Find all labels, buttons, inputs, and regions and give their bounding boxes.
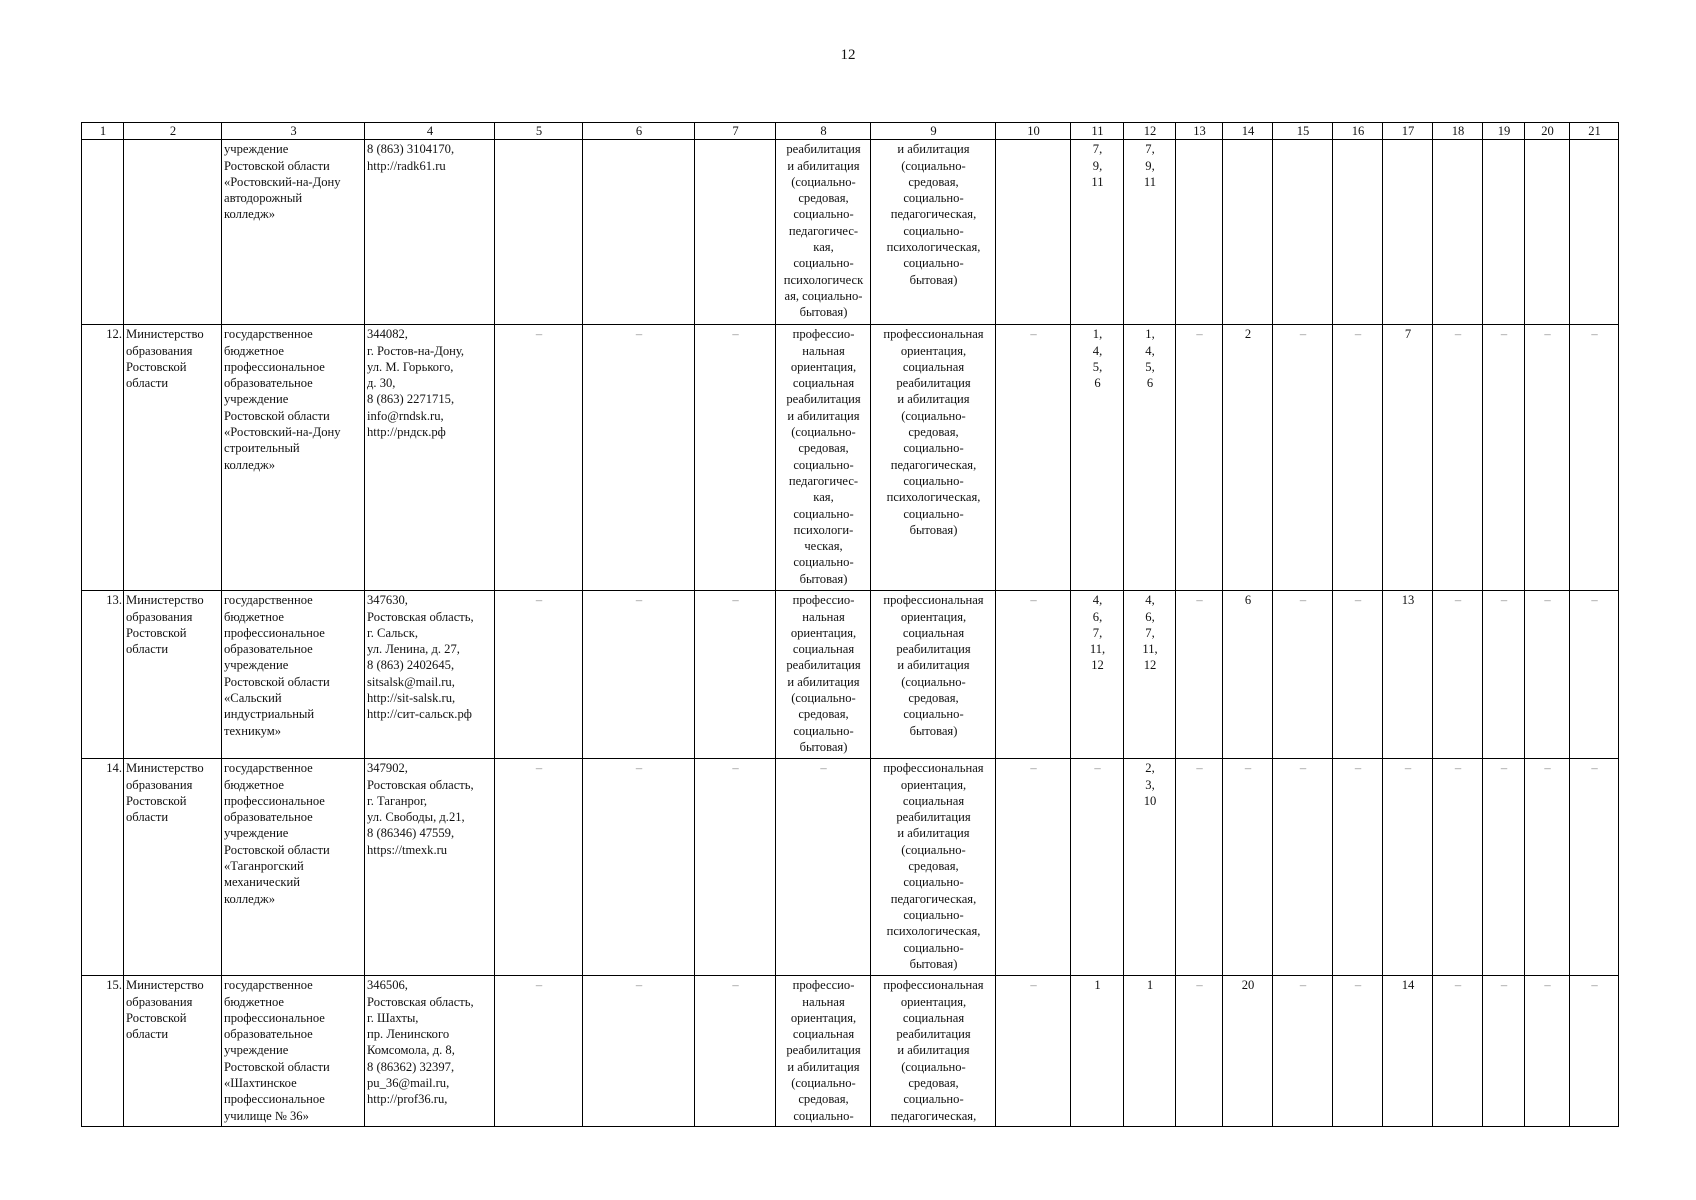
table-cell [1570,591,1619,759]
cell-text: – [732,761,739,776]
table-cell [1570,759,1619,976]
cell-text: профессиональная ориентация, социальная реабилитация и абилитация (социально- средовая, социально- педагогическая, социально- психологическая, социально- бытовая) [883,761,984,971]
cell-text: профессио- нальная ориентация, социальная реабилитация и абилитация (социально- средовая, социально- [786,978,861,1123]
table-cell [1570,325,1619,591]
column-header: 16 [1333,123,1383,140]
table-cell [222,976,365,1127]
table-cell [1071,591,1124,759]
table-cell [1433,976,1483,1127]
cell-text: 2 [1244,327,1252,342]
cell-text: – [1030,593,1037,608]
table-cell [1433,759,1483,976]
table-cell [222,591,365,759]
table-cell [996,976,1071,1127]
cell-text: – [732,327,739,342]
table-cell [495,325,583,591]
services-table [81,122,1619,1127]
table-cell [82,976,124,1127]
table-cell [495,591,583,759]
table-cell [1525,140,1570,325]
table-cell [1333,140,1383,325]
cell-text: профессио- нальная ориентация, социальная реабилитация и абилитация (социально- средовая, социально- бытовая) [786,593,861,754]
table-cell [1124,976,1176,1127]
cell-text: – [1196,593,1203,608]
cell-text: профессиональная ориентация, социальная реабилитация и абилитация (социально- средовая, социально- бытовая) [883,593,984,738]
cell-text: – [1591,327,1598,342]
column-header: 20 [1525,123,1570,140]
table-cell [1570,140,1619,325]
column-header: 3 [222,123,365,140]
cell-text: – [1500,327,1508,342]
column-header: 11 [1071,123,1124,140]
table-cell [776,140,871,325]
column-header: 7 [695,123,776,140]
cell-text: 347902, Ростовская область, г. Таганрог, ул. Свободы, д.21, 8 (86346) 47559, https://tmexk.ru [367,761,474,857]
table-cell [1223,759,1273,976]
column-header: 13 [1176,123,1223,140]
table-cell [1071,976,1124,1127]
table-cell [124,759,222,976]
cell-text: – [1094,761,1101,776]
table-cell [996,591,1071,759]
cell-text: реабилитация и абилитация (социально- средовая, социально- педагогичес- кая, социально- психологическ ая, социально- бытовая) [783,142,864,320]
table-cell [996,759,1071,976]
table-cell [365,325,495,591]
page-number: 12 [840,47,856,63]
table-cell [1333,591,1383,759]
table-cell [1124,140,1176,325]
cell-text: 344082, г. Ростов-на-Дону, ул. М. Горького, д. 30, 8 (863) 2271715, info@rndsk.ru, http://рндск.рф [367,327,465,440]
cell-text: – [1500,761,1508,776]
cell-text: и абилитация (социально- средовая, социально- педагогическая, социально- психологическая, социально- бытовая) [886,142,981,287]
table-cell [1273,759,1333,976]
cell-text: 1, 4, 5, 6 [1092,327,1103,391]
cell-text: Министерство образования Ростовской области [126,978,204,1042]
table-row [82,591,1619,759]
cell-text: – [1354,593,1362,608]
cell-text: 8 (863) 3104170, http://radk61.ru [367,142,455,173]
table-cell [1071,325,1124,591]
cell-text: – [1500,593,1508,608]
table-cell [695,325,776,591]
table-cell [1071,140,1124,325]
table-cell [871,140,996,325]
table-cell [222,759,365,976]
table-cell [1483,325,1525,591]
cell-text: 7 [1404,327,1412,342]
column-header: 17 [1383,123,1433,140]
cell-text: – [1454,978,1462,993]
cell-text: 347630, Ростовская область, г. Сальск, ул. Ленина, д. 27, 8 (863) 2402645, sitsalsk@mail.ru, http://sit-salsk.ru, http://сит-сальск.рф [367,593,474,722]
table-cell [583,140,695,325]
cell-text: – [535,593,543,608]
column-header: 6 [583,123,695,140]
cell-text: 346506, Ростовская область, г. Шахты, пр. Ленинского Комсомола, д. 8, 8 (86362) 32397, pu_36@mail.ru, http://prof36.ru, [367,978,474,1107]
cell-text: государственное бюджетное профессиональное образовательное учреждение Ростовской области «Таганрогский механический колледж» [224,761,330,906]
cell-text: – [635,327,643,342]
table-cell [1383,976,1433,1127]
cell-text: 6 [1244,593,1252,608]
cell-text: 4, 6, 7, 11, 12 [1142,593,1158,673]
table-cell [1383,325,1433,591]
cell-text: – [1299,761,1307,776]
cell-text: 12. [106,327,122,342]
table-cell [1525,759,1570,976]
table-cell [1176,976,1223,1127]
cell-text: 4, 6, 7, 11, 12 [1089,593,1106,673]
table-cell [124,325,222,591]
table-cell [1071,759,1124,976]
table-cell [82,759,124,976]
table-cell [1124,759,1176,976]
cell-text: – [732,978,739,993]
cell-text: профессиональная ориентация, социальная реабилитация и абилитация (социально- средовая, социально- педагогическая, [883,978,984,1123]
table-cell [583,325,695,591]
cell-text: Министерство образования Ростовской области [126,761,204,825]
table-cell [695,759,776,976]
cell-text: – [1196,978,1203,993]
cell-text: – [1196,327,1203,342]
column-header: 21 [1570,123,1619,140]
table-cell [1483,591,1525,759]
table-cell [1223,591,1273,759]
cell-text: – [1500,978,1508,993]
column-header: 12 [1124,123,1176,140]
cell-text: государственное бюджетное профессиональное образовательное учреждение Ростовской области «Сальский индустриальный техникум» [224,593,330,738]
cell-text: – [1299,593,1307,608]
table-cell [1176,325,1223,591]
table-cell [1483,976,1525,1127]
cell-text: 15. [106,978,122,993]
table-cell [82,325,124,591]
table-cell [495,976,583,1127]
column-header: 10 [996,123,1071,140]
table-row [82,140,1619,325]
table-cell [695,976,776,1127]
table-cell [583,976,695,1127]
table-cell [1333,325,1383,591]
cell-text: – [820,761,827,776]
column-header: 2 [124,123,222,140]
cell-text: – [1454,761,1462,776]
table-cell [365,976,495,1127]
cell-text: – [1196,761,1203,776]
column-header: 15 [1273,123,1333,140]
table-row [82,325,1619,591]
table-cell [695,140,776,325]
cell-text: – [1591,761,1598,776]
table-cell [1176,591,1223,759]
table-cell [124,591,222,759]
table-cell [776,325,871,591]
table-cell [1273,976,1333,1127]
table-cell [124,140,222,325]
table-cell [1433,325,1483,591]
cell-text: 13. [106,593,122,608]
cell-text: учреждение Ростовской области «Ростовский-на-Дону автодорожный колледж» [224,142,341,222]
table-cell [583,759,695,976]
cell-text: Министерство образования Ростовской области [126,593,204,657]
table-cell [1273,140,1333,325]
column-header: 8 [776,123,871,140]
table-cell [871,759,996,976]
table-cell [1433,591,1483,759]
table-cell [495,759,583,976]
cell-text: 20 [1241,978,1255,993]
cell-text: 13 [1401,593,1415,608]
column-header: 9 [871,123,996,140]
cell-text: – [1299,978,1307,993]
table-cell [1273,325,1333,591]
table-cell [82,591,124,759]
table-cell [871,325,996,591]
table-cell [1176,140,1223,325]
table-cell [695,591,776,759]
table-cell [1333,759,1383,976]
cell-text: – [1354,761,1362,776]
cell-text: – [1454,327,1462,342]
table-cell [365,759,495,976]
table-cell [1383,140,1433,325]
table-cell [365,591,495,759]
cell-text: 14 [1401,978,1415,993]
cell-text: – [635,761,643,776]
cell-text: – [1454,593,1462,608]
cell-text: профессиональная ориентация, социальная реабилитация и абилитация (социально- средовая, социально- педагогическая, социально- психологическая, социально- бытовая) [883,327,984,537]
table-cell [1124,591,1176,759]
cell-text: – [535,761,543,776]
table-cell [1525,325,1570,591]
table-cell [1525,591,1570,759]
table-row [82,759,1619,976]
table-cell [1223,140,1273,325]
cell-text: – [1244,761,1252,776]
cell-text: 14. [106,761,122,776]
cell-text: – [535,327,543,342]
table-cell [365,140,495,325]
table-cell [1273,591,1333,759]
cell-text: – [1591,593,1598,608]
cell-text: – [1544,593,1551,608]
table-cell [871,976,996,1127]
cell-text: – [1030,327,1037,342]
table-cell [222,325,365,591]
table-cell [222,140,365,325]
table-cell [1383,759,1433,976]
cell-text: – [1354,978,1362,993]
cell-text: – [1404,761,1412,776]
table-cell [124,976,222,1127]
table-cell [1333,976,1383,1127]
cell-text: – [635,593,643,608]
cell-text: – [1030,978,1037,993]
table-cell [996,325,1071,591]
table-cell [996,140,1071,325]
cell-text: – [535,978,543,993]
table-cell [1223,976,1273,1127]
table-cell [871,591,996,759]
cell-text: – [1544,978,1551,993]
column-header: 1 [82,123,124,140]
column-header: 5 [495,123,583,140]
column-number-row [82,123,1619,140]
table-cell [1570,976,1619,1127]
table-cell [583,591,695,759]
cell-text: 1 [1146,978,1154,993]
table-cell [776,591,871,759]
cell-text: – [1544,327,1551,342]
table-cell [1483,759,1525,976]
table-cell [1433,140,1483,325]
column-header: 19 [1483,123,1525,140]
table-cell [1176,759,1223,976]
table-cell [82,140,124,325]
table-cell [1525,976,1570,1127]
cell-text: профессио- нальная ориентация, социальная реабилитация и абилитация (социально- средовая, социально- педагогичес- кая, социально- психологи- ческая, социально- бытовая) [786,327,861,586]
cell-text: 2, 3, 10 [1143,761,1157,808]
cell-text: 1, 4, 5, 6 [1145,327,1155,391]
table-row [82,976,1619,1127]
table-cell [495,140,583,325]
cell-text: – [635,978,643,993]
table-cell [776,976,871,1127]
column-header: 18 [1433,123,1483,140]
cell-text: – [732,593,739,608]
cell-text: государственное бюджетное профессиональное образовательное учреждение Ростовской области «Ростовский-на-Дону строительный колледж» [224,327,341,472]
cell-text: – [1354,327,1362,342]
table-body [82,140,1619,1127]
cell-text: – [1030,761,1037,776]
cell-text: Министерство образования Ростовской области [126,327,204,391]
table-cell [776,759,871,976]
column-header: 4 [365,123,495,140]
table-cell [1483,140,1525,325]
cell-text: 1 [1094,978,1101,993]
cell-text: – [1591,978,1598,993]
table-cell [1383,591,1433,759]
table-cell [1124,325,1176,591]
cell-text: 7, 9, 11 [1091,142,1104,189]
column-header: 14 [1223,123,1273,140]
cell-text: – [1544,761,1551,776]
cell-text: 7, 9, 11 [1143,142,1157,189]
cell-text: – [1299,327,1307,342]
table-cell [1223,325,1273,591]
cell-text: государственное бюджетное профессиональное образовательное учреждение Ростовской области «Шахтинское профессиональное училище № 36» [224,978,330,1123]
